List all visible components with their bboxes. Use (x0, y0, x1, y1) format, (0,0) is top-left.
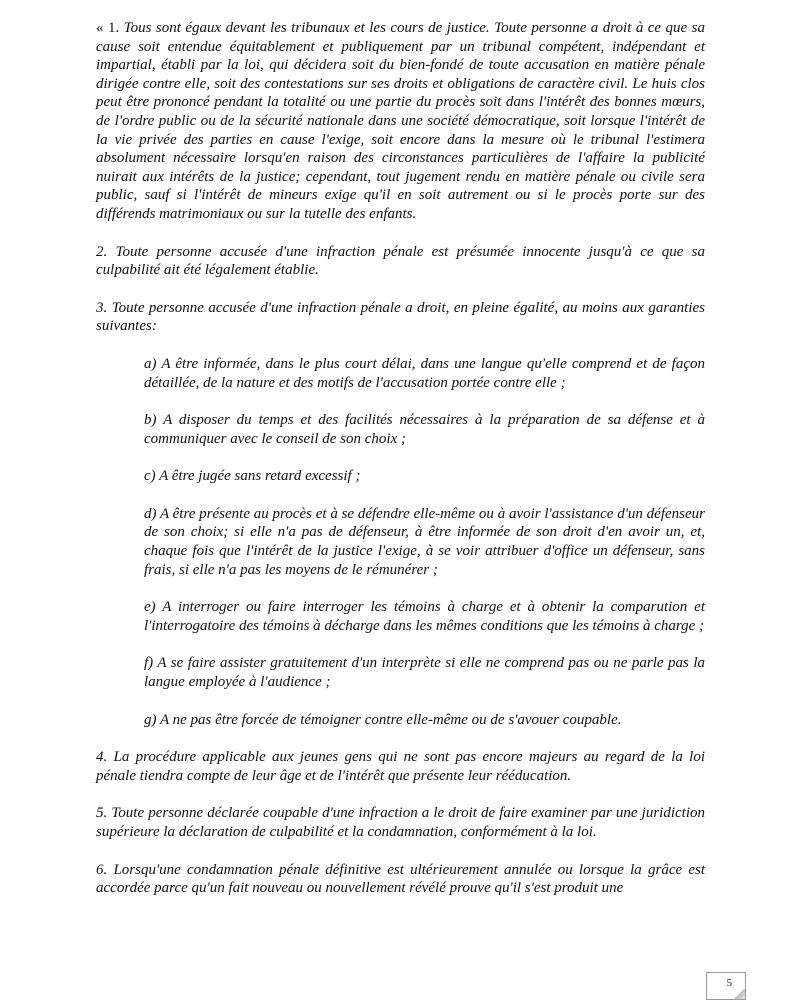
guarantee-item-e: e) A interroger ou faire interroger les témoins à charge et à obtenir la comparution et l'interrogatoire des témoins à décharge dans les mêmes conditions que les témoins à charge ; (144, 599, 705, 634)
guarantee-item-d: d) A être présente au procès et à se défendre elle-même ou à avoir l'assistance d'un défenseur de son choix; si elle n'a pas de défenseur, à être informée de son droit d'en avoir un, et, chaque fois que l'intérêt de la justice l'exige, à se voir attribuer d'office un défenseur, sans frais, si elle n'a pas les moyens de le rémunérer ; (144, 505, 705, 578)
paragraph-2: 2. Toute personne accusée d'une infraction pénale est présumée innocente jusqu'à ce que sa culpabilité ait été légalement établie. (96, 243, 705, 279)
document-body (96, 19, 705, 917)
paragraph-1 (96, 19, 705, 224)
page-number-box (706, 972, 746, 1000)
paragraph-6: 6. Lorsqu'une condamnation pénale définitive est ultérieurement annulée ou lorsque la grâce est accordée parce qu'un fait nouveau ou nouvellement révélé prouve qu'il s'est produit une (96, 861, 705, 897)
paragraph-5: 5. Toute personne déclarée coupable d'une infraction a le droit de faire examiner par une juridiction supérieure la déclaration de culpabilité et la condamnation, conformément à la loi. (96, 805, 705, 840)
paragraph-4: 4. La procédure applicable aux jeunes gens qui ne sont pas encore majeurs au regard de la loi pénale tiendra compte de leur âge et de l'intérêt que présente leur rééducation. (96, 749, 705, 784)
guarantee-item-f: f) A se faire assister gratuitement d'un interprète si elle ne comprend pas ou ne parle pas la langue employée à l'audience ; (144, 655, 705, 691)
paragraph-3: 3. Toute personne accusée d'une infraction pénale a droit, en pleine égalité, au moins aux garanties suivantes: (96, 299, 705, 335)
page-number: 5 (726, 977, 732, 989)
page-curl-icon (733, 989, 745, 999)
guarantee-item-b: b) A disposer du temps et des facilités nécessaires à la préparation de sa défense et à communiquer avec le conseil de son choix ; (144, 412, 705, 447)
paragraph-1-text: Tous sont égaux devant les tribunaux et les cours de justice. Toute personne a droit à ce que sa cause soit entendue équitablement et publiquement par un tribunal compétent, indépendant et impartial, établi par la loi, qui décidera soit du bien-fondé de toute accusation en matière pénale dirigée contre elle, soit des contestations sur ses droits et obligations de caractère civil. Le huis clos peut être prononcé pendant la totalité ou une partie du procès soit dans l'intérêt des bonnes mœurs, de l'ordre public ou de la sécurité nationale dans une société démocratique, soit lorsque l'intérêt de la vie privée des parties en cause l'exige, soit encore dans la mesure où le tribunal l'estimera absolument nécessaire lorsqu'en raison des circonstances particulières de l'affaire la publicité nuirait aux intérêts de la justice; cependant, tout jugement rendu en matière pénale ou civile sera public, sauf si l'intérêt de mineurs exige qu'il en soit autrement ou si le procès porte sur des différends matrimoniaux ou sur la tutelle des enfants. (96, 20, 705, 222)
guarantee-item-a: a) A être informée, dans le plus court délai, dans une langue qu'elle comprend et de façon détaillée, de la nature et des motifs de l'accusation portée contre elle ; (144, 355, 705, 391)
guarantee-item-c: c) A être jugée sans retard excessif ; (144, 468, 361, 485)
guarantee-item-g: g) A ne pas être forcée de témoigner contre elle-même ou de s'avouer coupable. (144, 711, 622, 728)
paragraph-1-number: « 1. (96, 20, 120, 36)
